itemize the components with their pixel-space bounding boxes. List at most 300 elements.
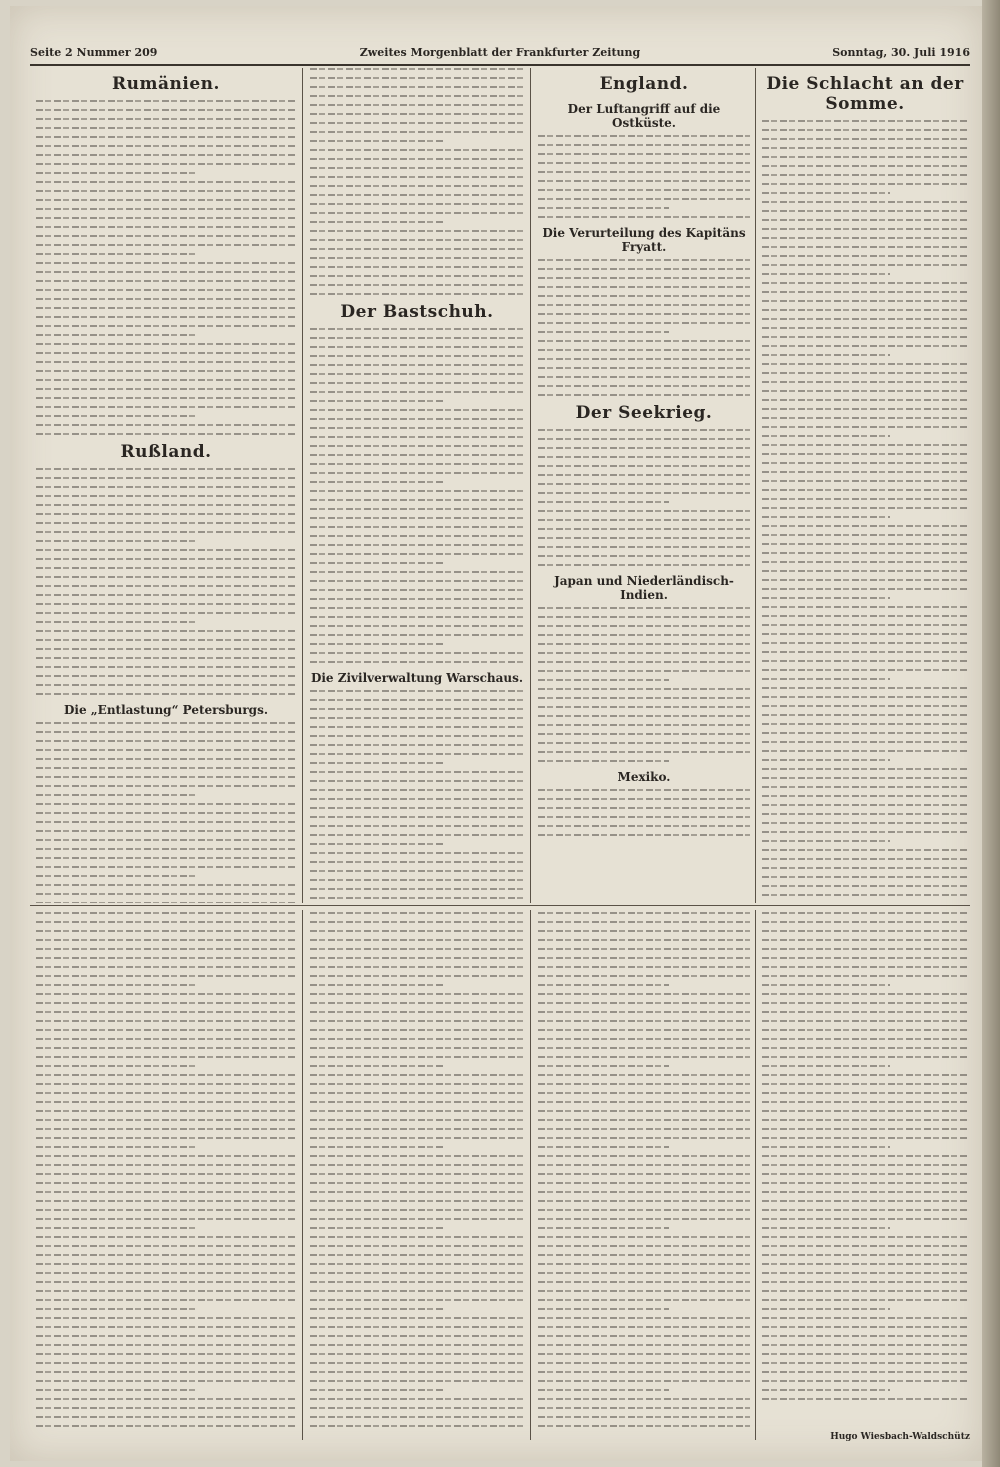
text-line [538, 688, 750, 690]
text-line [310, 176, 524, 178]
text-line [310, 825, 524, 827]
text-line [36, 930, 296, 932]
text-line [36, 486, 296, 488]
text-line [36, 675, 296, 677]
text-line [310, 1326, 524, 1328]
text-line [36, 540, 197, 542]
text-line [762, 390, 968, 392]
text-line [538, 616, 750, 618]
text-line [36, 630, 296, 632]
text-line [538, 1191, 750, 1193]
text-line [762, 660, 968, 662]
text-line [36, 325, 296, 327]
text-line [538, 798, 750, 800]
text-line [538, 1263, 750, 1265]
text-line [310, 1281, 524, 1283]
text-line [762, 669, 968, 671]
text-line [538, 1146, 669, 1148]
text-line [538, 1425, 750, 1427]
text-line [36, 549, 296, 551]
article-body [762, 120, 968, 903]
text-line [762, 1326, 968, 1328]
text-line [36, 136, 296, 138]
text-line [36, 866, 296, 868]
text-line [762, 534, 968, 536]
text-line [36, 468, 296, 470]
text-line [762, 795, 968, 797]
text-line [36, 684, 296, 686]
article-body [36, 912, 296, 1427]
text-line [36, 172, 197, 174]
text-line [762, 291, 968, 293]
text-line [36, 1272, 296, 1274]
text-line [310, 553, 524, 555]
text-line [310, 266, 524, 268]
feuilleton-column-2 [310, 912, 524, 1432]
text-line [310, 194, 524, 196]
text-line [538, 1047, 750, 1049]
text-line [310, 149, 524, 151]
text-line [538, 331, 669, 333]
text-line [762, 1308, 890, 1310]
text-line [310, 1263, 524, 1265]
feuilleton-signature: Hugo Wiesbach-Waldschütz [830, 1432, 970, 1442]
text-line [36, 244, 296, 246]
text-line [762, 1209, 968, 1211]
text-line [538, 313, 750, 315]
text-line [36, 1137, 296, 1139]
text-line [36, 1326, 296, 1328]
text-line [310, 1407, 524, 1409]
text-line [762, 840, 890, 842]
text-line [310, 122, 524, 124]
column-rule [302, 68, 303, 903]
text-line [310, 337, 524, 339]
heading-bastschuh: Der Bastschuh. [340, 302, 494, 322]
text-line [762, 1191, 968, 1193]
text-line [538, 1389, 669, 1391]
text-line [310, 400, 443, 402]
text-line [762, 588, 968, 590]
text-line [36, 406, 296, 408]
text-line [36, 839, 296, 841]
text-line [762, 750, 968, 752]
heading-zivilverwaltung: Die Zivilverwaltung Warschaus. [310, 671, 524, 685]
text-line [762, 804, 968, 806]
text-line [36, 993, 296, 995]
text-line [538, 1416, 750, 1418]
text-line [538, 180, 750, 182]
text-line [310, 930, 524, 932]
text-line [538, 1137, 750, 1139]
text-line [538, 1011, 750, 1013]
text-line [538, 1065, 669, 1067]
text-line [310, 643, 443, 645]
text-line [762, 255, 968, 257]
text-line [762, 714, 968, 716]
text-line [36, 298, 296, 300]
text-line [36, 1398, 296, 1400]
text-line [310, 1380, 524, 1382]
text-line [310, 807, 524, 809]
text-line [538, 733, 750, 735]
column-1 [36, 68, 296, 903]
text-line [762, 1335, 968, 1337]
text-line [762, 1380, 968, 1382]
text-line [538, 474, 750, 476]
article-body [538, 135, 750, 218]
text-line [538, 501, 669, 503]
text-line [538, 912, 750, 914]
text-line [36, 567, 296, 569]
text-line [310, 1254, 524, 1256]
text-line [36, 1308, 197, 1310]
text-line [36, 190, 296, 192]
text-line [310, 95, 524, 97]
text-line [36, 1056, 296, 1058]
text-line [36, 361, 296, 363]
text-line [310, 1335, 524, 1337]
text-line [36, 316, 296, 318]
text-line [36, 585, 296, 587]
text-line [762, 1344, 968, 1346]
text-line [36, 181, 296, 183]
text-line [762, 1101, 968, 1103]
text-line [36, 558, 296, 560]
text-line [762, 642, 968, 644]
text-line [310, 634, 524, 636]
text-line [538, 652, 750, 654]
masthead [30, 44, 970, 66]
text-line [762, 1056, 968, 1058]
text-line [538, 993, 750, 995]
text-line [762, 1317, 968, 1319]
text-line [36, 1083, 296, 1085]
text-line [36, 875, 197, 877]
text-line [36, 1173, 296, 1175]
text-line [36, 693, 296, 695]
text-line [538, 789, 750, 791]
text-line [36, 1047, 296, 1049]
feuilleton-column-4 [762, 912, 968, 1427]
text-line [36, 127, 296, 129]
heading-entlastung: Die „Entlastung“ Petersburgs. [64, 703, 268, 717]
text-line [310, 939, 524, 941]
text-line [762, 192, 890, 194]
text-line [310, 1371, 524, 1373]
text-line [36, 1200, 296, 1202]
text-line [762, 1263, 968, 1265]
text-line [310, 427, 524, 429]
text-line [538, 429, 750, 431]
text-line [36, 199, 296, 201]
text-line [310, 239, 524, 241]
text-line [36, 226, 296, 228]
text-line [310, 1182, 524, 1184]
text-line [36, 100, 296, 102]
text-line [310, 158, 524, 160]
text-line [538, 939, 750, 941]
text-line [762, 1218, 968, 1220]
text-line [538, 670, 750, 672]
text-line [762, 822, 968, 824]
text-line [36, 1362, 296, 1364]
text-line [310, 870, 524, 872]
text-line [762, 876, 968, 878]
text-line [538, 1290, 750, 1292]
text-line [310, 1011, 524, 1013]
text-line [310, 589, 524, 591]
text-line [762, 1227, 890, 1229]
text-line [538, 1317, 750, 1319]
text-line [762, 597, 890, 599]
text-line [762, 930, 968, 932]
text-line [538, 207, 669, 209]
text-line [310, 717, 524, 719]
text-line [310, 948, 524, 950]
text-line [310, 355, 524, 357]
text-line [538, 1200, 750, 1202]
text-line [36, 1425, 296, 1427]
text-line [762, 309, 968, 311]
text-line [538, 1362, 750, 1364]
text-line [36, 740, 296, 742]
text-line [310, 212, 524, 214]
text-line [538, 492, 750, 494]
text-line [36, 1074, 296, 1076]
feuilleton-column-1 [36, 912, 296, 1432]
text-line [538, 1398, 750, 1400]
text-line [310, 897, 524, 899]
text-line [36, 612, 296, 614]
text-line [762, 1083, 968, 1085]
text-line [538, 1299, 750, 1301]
text-line [36, 1416, 296, 1418]
text-line [762, 552, 968, 554]
text-line [538, 1344, 750, 1346]
text-line [538, 483, 750, 485]
text-line [538, 1119, 750, 1121]
text-line [36, 1164, 296, 1166]
text-line [310, 816, 524, 818]
text-line [762, 993, 968, 995]
text-line [762, 1281, 968, 1283]
text-line [762, 948, 968, 950]
text-line [538, 1092, 750, 1094]
text-line [36, 1344, 296, 1346]
text-line [36, 334, 197, 336]
text-line [762, 156, 968, 158]
text-line [538, 286, 750, 288]
text-line [36, 1128, 296, 1130]
text-line [762, 975, 968, 977]
text-line [36, 1110, 296, 1112]
text-line [310, 86, 524, 88]
text-line [36, 1380, 296, 1382]
text-line [36, 1236, 296, 1238]
text-line [762, 615, 968, 617]
column-rule [530, 68, 531, 903]
text-line [538, 706, 750, 708]
text-line [538, 984, 669, 986]
text-line [538, 661, 750, 663]
text-line [538, 1029, 750, 1031]
text-line [762, 165, 968, 167]
text-line [310, 1218, 524, 1220]
text-line [310, 104, 524, 106]
text-line [36, 1020, 296, 1022]
text-line [310, 598, 524, 600]
text-line [36, 902, 296, 903]
text-line [538, 171, 750, 173]
text-line [36, 966, 296, 968]
text-line [762, 1137, 968, 1139]
text-line [36, 208, 296, 210]
text-line [310, 1245, 524, 1247]
text-line [36, 1299, 296, 1301]
text-line [762, 1362, 968, 1364]
text-line [538, 135, 750, 137]
text-line [36, 307, 296, 309]
text-line [310, 975, 524, 977]
text-line [762, 867, 968, 869]
text-line [36, 1209, 296, 1211]
text-line [310, 1344, 524, 1346]
text-line [538, 216, 750, 218]
text-line [538, 834, 750, 836]
text-line [36, 163, 296, 165]
text-line [762, 1290, 968, 1292]
text-line [762, 633, 968, 635]
text-line [36, 477, 296, 479]
text-line [310, 544, 524, 546]
text-line [310, 1191, 524, 1193]
text-line [310, 798, 524, 800]
text-line [762, 966, 968, 968]
text-line [538, 607, 750, 609]
text-line [310, 625, 524, 627]
text-line [310, 293, 524, 295]
text-line [538, 465, 750, 467]
text-line [36, 424, 296, 426]
text-line [538, 447, 750, 449]
text-line [310, 1065, 443, 1067]
text-line [310, 652, 524, 654]
text-line [762, 336, 968, 338]
text-line [36, 1227, 197, 1229]
text-line [310, 1398, 524, 1400]
text-line [310, 1209, 524, 1211]
text-line [538, 564, 750, 566]
text-line [538, 358, 750, 360]
text-line [36, 1182, 296, 1184]
text-line [310, 526, 524, 528]
text-line [538, 528, 750, 530]
text-line [310, 888, 524, 890]
text-line [762, 984, 890, 986]
text-line [762, 1092, 968, 1094]
text-line [762, 408, 968, 410]
text-line [762, 507, 968, 509]
text-line [538, 322, 750, 324]
text-line [762, 273, 890, 275]
text-line [310, 68, 524, 70]
text-line [538, 825, 750, 827]
text-line [538, 1326, 750, 1328]
text-line [36, 513, 296, 515]
text-line [762, 705, 968, 707]
text-line [36, 939, 296, 941]
text-line [310, 861, 524, 863]
text-line [762, 489, 968, 491]
text-line [762, 570, 968, 572]
text-line [538, 144, 750, 146]
text-line [310, 571, 524, 573]
text-line [310, 248, 524, 250]
heading-mexiko: Mexiko. [617, 770, 671, 784]
text-line [310, 257, 524, 259]
text-line [36, 884, 296, 886]
text-line [762, 246, 968, 248]
text-line [538, 948, 750, 950]
text-line [310, 490, 524, 492]
text-line [762, 831, 968, 833]
text-line [538, 1380, 750, 1382]
text-line [310, 1020, 524, 1022]
text-line [310, 1416, 524, 1418]
text-line [36, 289, 296, 291]
text-line [36, 1353, 296, 1355]
text-line [762, 1200, 968, 1202]
text-line [762, 363, 968, 365]
text-line [762, 1128, 968, 1130]
text-line [762, 1020, 968, 1022]
text-line [310, 921, 524, 923]
text-line [762, 219, 968, 221]
text-line [762, 543, 968, 545]
text-line [762, 939, 968, 941]
text-line [310, 1101, 524, 1103]
text-line [762, 1146, 890, 1148]
text-line [310, 1173, 524, 1175]
text-line [538, 519, 750, 521]
heading-japan: Japan und Niederländisch-Indien. [554, 574, 734, 602]
text-line [762, 1182, 968, 1184]
page-number: Seite 2 Nummer 209 [30, 46, 158, 59]
text-line [36, 504, 296, 506]
text-line [538, 1245, 750, 1247]
text-line [538, 816, 750, 818]
text-line [36, 109, 296, 111]
heading-fryatt: Die Verurteilung des Kapitäns Fryatt. [542, 226, 746, 254]
text-line [310, 1317, 524, 1319]
text-line [36, 657, 296, 659]
text-line [310, 1299, 524, 1301]
text-line [36, 343, 296, 345]
text-line [538, 760, 669, 762]
text-line [310, 879, 524, 881]
text-line [310, 984, 443, 986]
column-4 [762, 68, 968, 903]
text-line [310, 607, 524, 609]
text-line [538, 742, 750, 744]
text-line [36, 576, 296, 578]
text-line [538, 1002, 750, 1004]
text-line [538, 546, 750, 548]
text-line [36, 415, 197, 417]
text-line [762, 678, 890, 680]
text-line [310, 993, 524, 995]
